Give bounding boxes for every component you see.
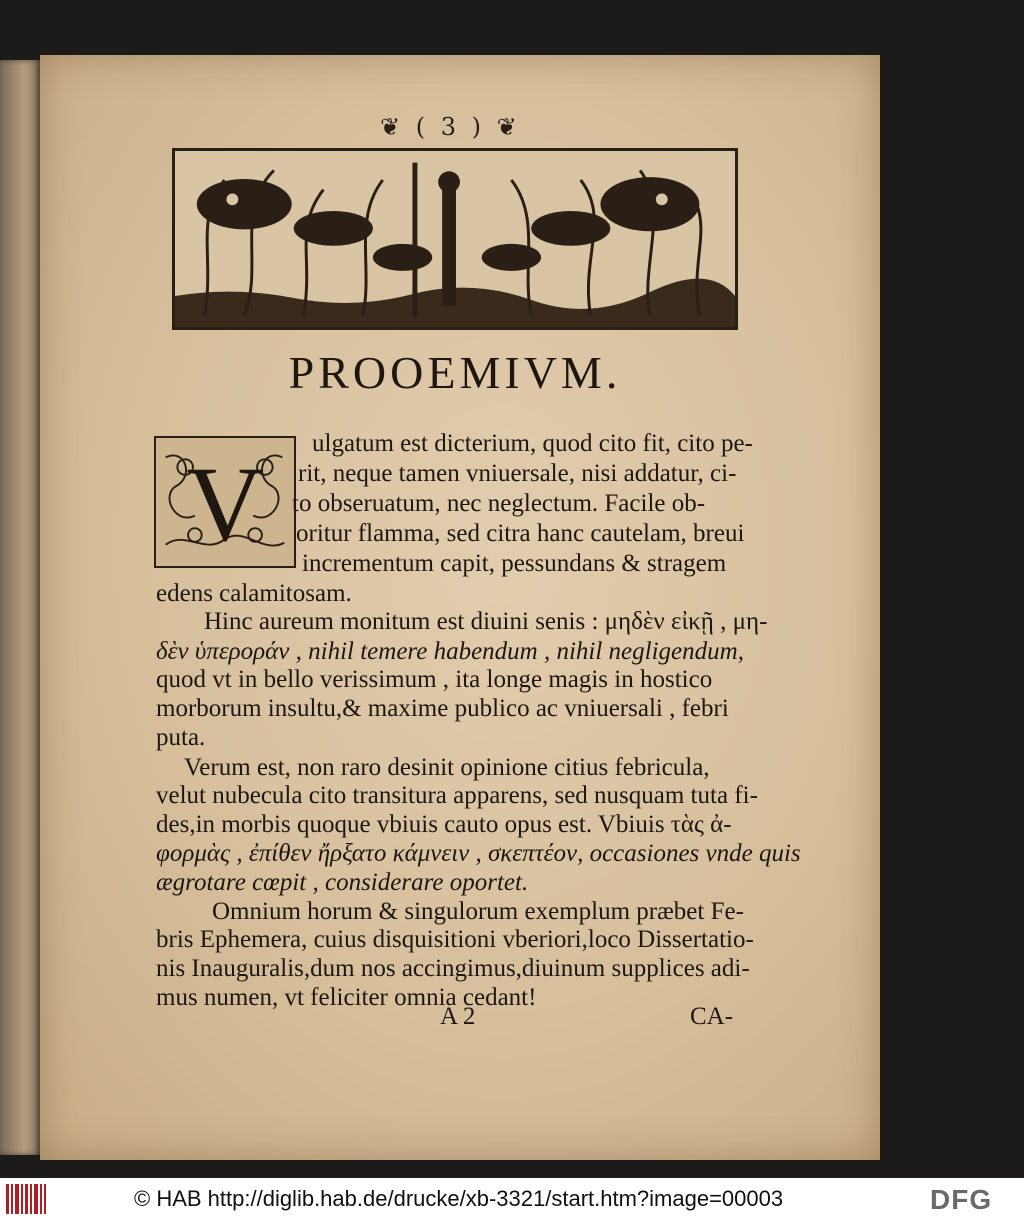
body-line-1: ulgatum est dicterium, quod cito fit, cito pe- bbox=[312, 430, 753, 457]
body-line-16: ægrotare cœpit , considerare oportet. bbox=[156, 869, 529, 896]
copyright-link[interactable]: © HAB http://diglib.hab.de/drucke/xb-3321/start.htm?image=00003 bbox=[134, 1186, 784, 1211]
footer-bar bbox=[0, 1178, 1024, 1219]
body-line-19: nis Inauguralis,dum nos accingimus,diuinum supplices adi- bbox=[156, 955, 750, 982]
body-line-10: morborum insultu,& maxime publico ac vniuersali , febri bbox=[156, 695, 729, 722]
drop-cap-initial bbox=[154, 436, 296, 568]
body-line-17: Omnium horum & singulorum exemplum præbet Fe- bbox=[212, 898, 744, 925]
body-line-12: Verum est, non raro desinit opinione citius febricula, bbox=[184, 754, 710, 781]
body-line-8: δὲν ὑπεροράν , nihil temere habendum , nihil negligendum, bbox=[156, 638, 744, 665]
dfg-logo: DFG bbox=[930, 1184, 993, 1215]
previous-page-edge bbox=[0, 60, 40, 1155]
signature-mark: A 2 bbox=[440, 1003, 476, 1030]
catchword: CA- bbox=[690, 1003, 734, 1030]
body-line-18: bris Ephemera, cuius disquisitioni vberiori,loco Dissertatio- bbox=[156, 926, 754, 953]
body-line-2: rit, neque tamen vniuersale, nisi addatur, ci- bbox=[298, 460, 737, 487]
body-line-11: puta. bbox=[156, 724, 206, 751]
drop-cap-letter: V bbox=[186, 445, 264, 564]
woodcut-headpiece bbox=[172, 148, 738, 330]
page-title: PROOEMIVM. bbox=[288, 347, 622, 398]
body-line-9: quod vt in bello verissimum , ita longe magis in hostico bbox=[156, 666, 713, 693]
body-line-20: mus numen, vt feliciter omnia cedant! bbox=[156, 984, 537, 1011]
body-line-15: φορμὰς , ἐπίθεν ἤρξατο κάμνειν , σκεπτέον, occasiones vnde quis bbox=[156, 840, 801, 867]
body-line-13: velut nubecula cito transitura apparens, sed nusquam tuta fi- bbox=[156, 782, 758, 809]
running-head: ❦ ( 3 ) ❦ bbox=[380, 113, 521, 141]
body-line-7: Hinc aureum monitum est diuini senis : μηδὲν εἰκῇ , μη- bbox=[204, 608, 768, 635]
body-line-5: incrementum capit, pessundans & stragem bbox=[302, 550, 727, 577]
body-line-4: oritur flamma, sed citra hanc cautelam, breui bbox=[296, 520, 745, 547]
body-line-14: des,in morbis quoque vbiuis cauto opus est. Vbiuis τὰς ἀ- bbox=[156, 811, 732, 838]
barcode-icon bbox=[6, 1184, 46, 1214]
body-line-6: edens calamitosam. bbox=[156, 580, 352, 607]
body-line-3: to obseruatum, nec neglectum. Facile ob- bbox=[292, 490, 706, 517]
